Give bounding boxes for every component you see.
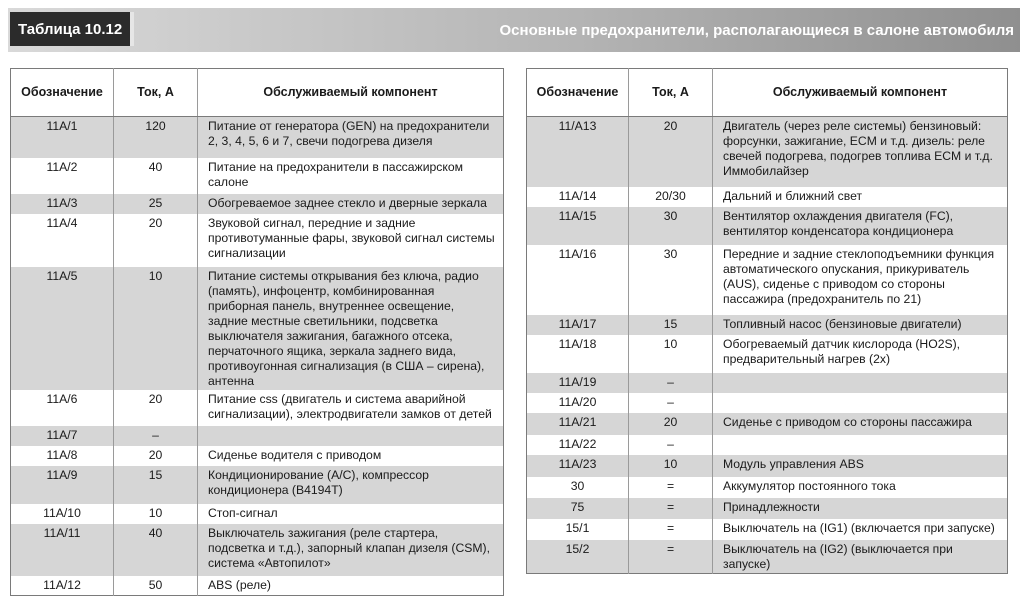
fuse-current: 20: [114, 446, 198, 466]
fuse-current: 15: [114, 466, 198, 504]
table-row: [527, 455, 1008, 477]
fuse-component: Питание системы открывания без ключа, радио (память), инфоцентр, комбинированная приборная панель, внутреннее освещение, задние местные светильники, подсветка выключателя зажигания, багажного отсека, перчаточного ящика, зеркала заднего вида, противоугонная сигнализация (в США – сирена), антенна: [198, 267, 504, 390]
fuse-designation: 11A/11: [11, 524, 114, 576]
fuse-current: 10: [114, 267, 198, 390]
table-row: [11, 158, 504, 194]
fuse-current: 30: [629, 245, 713, 315]
fuse-current: =: [629, 540, 713, 574]
fuse-current: –: [629, 373, 713, 393]
table-row: [11, 214, 504, 267]
table-row: [11, 267, 504, 390]
fuse-designation: 11A/15: [527, 207, 629, 245]
table-row: [11, 194, 504, 214]
fuse-designation: 75: [527, 498, 629, 519]
fuse-current: 20: [114, 390, 198, 426]
fuse-designation: 11A/3: [11, 194, 114, 214]
fuse-current: =: [629, 477, 713, 498]
fuse-designation: 11A/2: [11, 158, 114, 194]
column-header-component: Обслуживаемый компонент: [198, 69, 504, 117]
fuse-designation: 15/2: [527, 540, 629, 574]
fuse-current: –: [629, 393, 713, 413]
table-row: [11, 117, 504, 158]
fuse-current: =: [629, 498, 713, 519]
table-row: [527, 477, 1008, 498]
fuse-designation: 11/A13: [527, 117, 629, 187]
column-header-component: Обслуживаемый компонент: [713, 69, 1008, 117]
fuse-component: Модуль управления ABS: [713, 455, 1008, 477]
fuse-component: Обогреваемое заднее стекло и дверные зеркала: [198, 194, 504, 214]
fuse-component: ABS (реле): [198, 576, 504, 596]
fuse-designation: 11A/19: [527, 373, 629, 393]
fuse-designation: 11A/21: [527, 413, 629, 435]
fuse-current: 30: [629, 207, 713, 245]
fuse-component: Сиденье водителя с приводом: [198, 446, 504, 466]
fuse-designation: 15/1: [527, 519, 629, 540]
fuse-current: –: [114, 426, 198, 446]
fuse-designation: 11A/5: [11, 267, 114, 390]
table-row: [527, 393, 1008, 413]
fuse-designation: 11A/7: [11, 426, 114, 446]
table-row: [527, 117, 1008, 187]
fuse-designation: 11A/18: [527, 335, 629, 373]
fuse-current: 40: [114, 158, 198, 194]
fuse-component: Питание css (двигатель и система аварийной сигнализации), электродвигатели замков от детей: [198, 390, 504, 426]
table-row: [527, 498, 1008, 519]
table-row: [11, 446, 504, 466]
table-caption: Основные предохранители, располагающиеся в салоне автомобиля: [499, 21, 1014, 39]
fuse-component: Топливный насос (бензиновые двигатели): [713, 315, 1008, 335]
fuse-designation: 11A/9: [11, 466, 114, 504]
fuse-current: 20: [114, 214, 198, 267]
fuse-component: Вентилятор охлаждения двигателя (FC), вентилятор конденсатора кондиционера: [713, 207, 1008, 245]
fuse-component: Принадлежности: [713, 498, 1008, 519]
table-row: [527, 519, 1008, 540]
column-header-current: Ток, А: [629, 69, 713, 117]
fuse-designation: 11A/22: [527, 435, 629, 455]
fuse-component: Двигатель (через реле системы) бензиновый: форсунки, зажигание, ECM и т.д. дизель: реле свечей подогрева, подогрев топлива ECM и т.д. Иммобилайзер: [713, 117, 1008, 187]
table-row: [11, 466, 504, 504]
column-header-current: Ток, А: [114, 69, 198, 117]
table-row: [527, 540, 1008, 574]
fuse-current: 10: [629, 335, 713, 373]
fuse-current: 10: [629, 455, 713, 477]
table-number-label: Таблица 10.12: [10, 12, 134, 46]
fuse-component: [713, 435, 1008, 455]
fuse-designation: 11A/10: [11, 504, 114, 524]
fuse-component: Аккумулятор постоянного тока: [713, 477, 1008, 498]
fuse-current: 20: [629, 117, 713, 187]
fuse-component: Передние и задние стеклоподъемники функция автоматического опускания, прикуриватель (AUS), сиденье с приводом со стороны пассажира (предохранитель по 21): [713, 245, 1008, 315]
fuse-component: [713, 373, 1008, 393]
fuse-current: 40: [114, 524, 198, 576]
fuse-current: 15: [629, 315, 713, 335]
table-row: [11, 504, 504, 524]
column-header-designation: Обозначение: [527, 69, 629, 117]
fuse-table-left: [10, 68, 504, 596]
table-row: [527, 207, 1008, 245]
fuse-current: 10: [114, 504, 198, 524]
fuse-component: Сиденье с приводом со стороны пассажира: [713, 413, 1008, 435]
fuse-component: [713, 393, 1008, 413]
table-row: [527, 373, 1008, 393]
table-row: [527, 187, 1008, 207]
table-row: [527, 413, 1008, 435]
fuse-designation: 30: [527, 477, 629, 498]
fuse-component: Кондиционирование (A/C), компрессор кондиционера (B4194T): [198, 466, 504, 504]
fuse-designation: 11A/6: [11, 390, 114, 426]
fuse-component: [198, 426, 504, 446]
fuse-component: Питание от генератора (GEN) на предохранители 2, 3, 4, 5, 6 и 7, свечи подогрева дизеля: [198, 117, 504, 158]
fuse-component: Дальний и ближний свет: [713, 187, 1008, 207]
table-row: [11, 390, 504, 426]
column-header-designation: Обозначение: [11, 69, 114, 117]
fuse-component: Выключатель зажигания (реле стартера, подсветка и т.д.), запорный клапан дизеля (CSM), система «Автопилот»: [198, 524, 504, 576]
fuse-current: 25: [114, 194, 198, 214]
fuse-component: Обогреваемый датчик кислорода (HO2S), предварительный нагрев (2x): [713, 335, 1008, 373]
table-row: [11, 576, 504, 596]
fuse-designation: 11A/12: [11, 576, 114, 596]
fuse-designation: 11A/23: [527, 455, 629, 477]
fuse-component: Питание на предохранители в пассажирском салоне: [198, 158, 504, 194]
table-row: [11, 426, 504, 446]
fuse-designation: 11A/17: [527, 315, 629, 335]
fuse-current: –: [629, 435, 713, 455]
fuse-current: 20: [629, 413, 713, 435]
fuse-component: Звуковой сигнал, передние и задние противотуманные фары, звуковой сигнал системы сигнализации: [198, 214, 504, 267]
fuse-component: Выключатель на (IG1) (включается при запуске): [713, 519, 1008, 540]
fuse-table-right: [526, 68, 1008, 574]
fuse-designation: 11A/1: [11, 117, 114, 158]
fuse-component: Стоп-сигнал: [198, 504, 504, 524]
fuse-current: =: [629, 519, 713, 540]
table-row: [527, 335, 1008, 373]
fuse-designation: 11A/4: [11, 214, 114, 267]
fuse-component: Выключатель на (IG2) (выключается при запуске): [713, 540, 1008, 574]
fuse-designation: 11A/20: [527, 393, 629, 413]
fuse-designation: 11A/8: [11, 446, 114, 466]
fuse-current: 20/30: [629, 187, 713, 207]
table-row: [527, 435, 1008, 455]
fuse-designation: 11A/16: [527, 245, 629, 315]
fuse-current: 50: [114, 576, 198, 596]
table-row: [527, 245, 1008, 315]
fuse-current: 120: [114, 117, 198, 158]
table-row: [11, 524, 504, 576]
table-row: [527, 315, 1008, 335]
fuse-designation: 11A/14: [527, 187, 629, 207]
